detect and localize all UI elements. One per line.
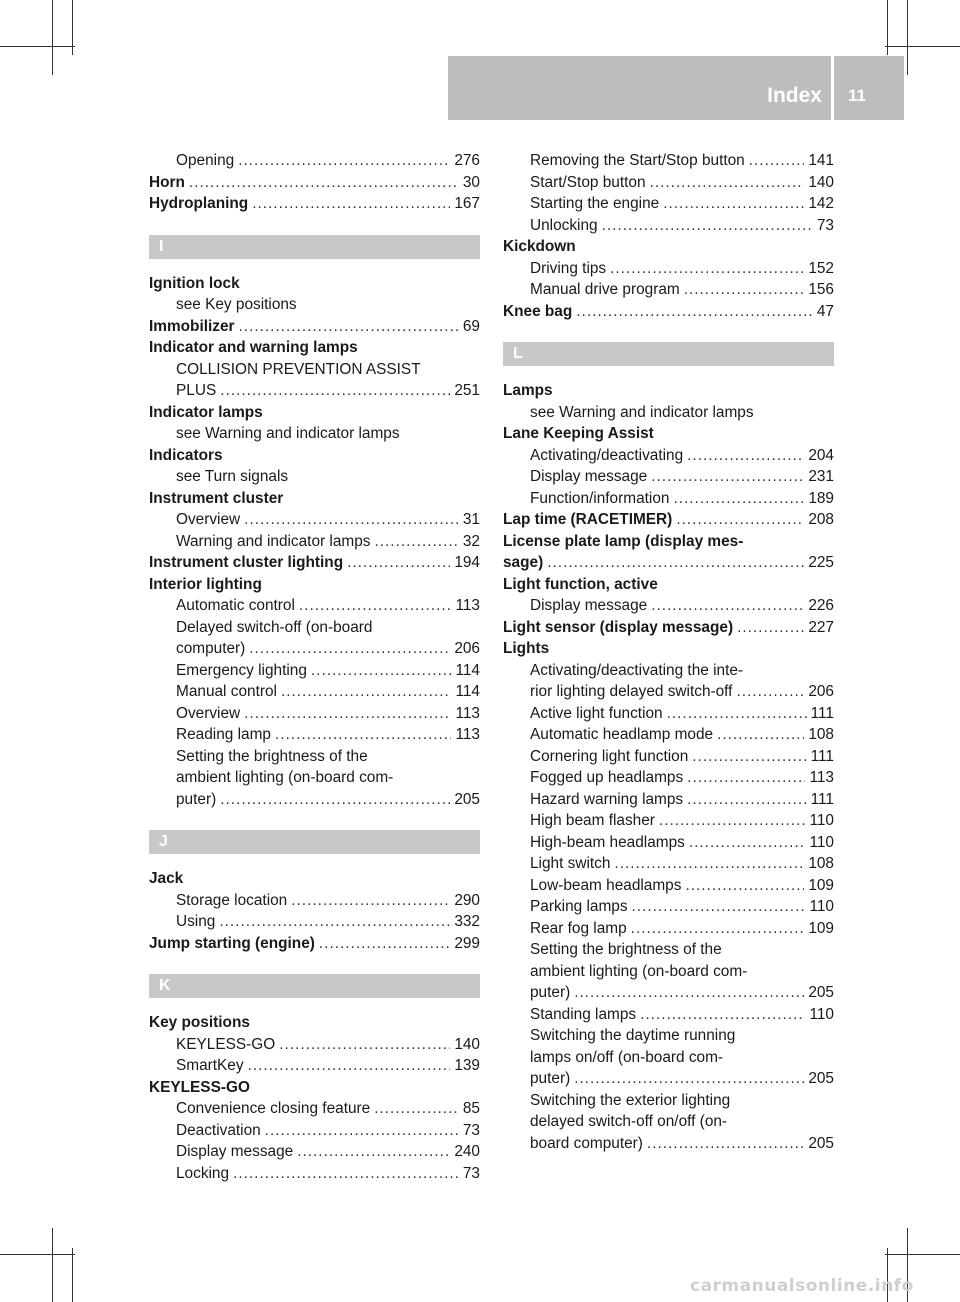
index-subentry — [149, 423, 480, 445]
index-subentry — [503, 724, 834, 746]
index-page-ref[interactable]: 204 — [808, 446, 834, 464]
index-entry-text: ambient lighting (on-board com- — [176, 769, 394, 786]
index-page-ref[interactable]: 110 — [809, 898, 834, 915]
leader-dots — [297, 1141, 450, 1163]
index-page-ref[interactable]: 140 — [454, 1035, 480, 1053]
index-subentry — [503, 258, 834, 280]
header-band — [448, 56, 904, 120]
index-entry-text: Driving tips — [530, 259, 607, 277]
index-subentry — [149, 509, 480, 531]
index-subentry — [149, 150, 480, 172]
index-page-ref[interactable]: 167 — [454, 195, 480, 212]
index-entry — [503, 423, 834, 445]
index-entry-text: Lamps — [503, 382, 553, 399]
index-page-ref[interactable]: 111 — [810, 790, 834, 808]
index-subentry — [503, 660, 834, 682]
index-page-ref[interactable]: 109 — [808, 919, 834, 937]
index-subentry — [503, 215, 834, 237]
index-entry — [149, 868, 480, 890]
index-entry-text: PLUS — [176, 382, 217, 399]
index-subentry — [149, 703, 480, 725]
index-page-ref[interactable]: 31 — [462, 511, 480, 528]
index-page-ref[interactable]: 73 — [816, 216, 834, 234]
leader-dots — [685, 875, 804, 897]
index-entry — [149, 402, 480, 424]
index-subentry — [149, 380, 480, 402]
index-subentry — [149, 1034, 480, 1056]
index-entry-text: Hydroplaning — [149, 195, 249, 212]
index-entry — [503, 552, 834, 574]
index-entry-text: Fogged up headlamps — [530, 769, 684, 786]
index-subentry — [503, 595, 834, 617]
index-subentry — [149, 1120, 480, 1142]
index-subentry — [503, 939, 834, 961]
leader-dots — [233, 1163, 459, 1185]
index-entry-text: Interior lighting — [149, 575, 262, 593]
index-entry-text: Convenience closing feature — [176, 1100, 371, 1117]
leader-dots — [576, 301, 813, 323]
index-entry — [503, 301, 834, 323]
index-entry-text: High beam flasher — [530, 812, 655, 829]
index-entry-text: Lap time (RACETIMER) — [503, 511, 673, 528]
index-subentry — [503, 488, 834, 510]
index-entry — [149, 933, 480, 955]
index-page-ref[interactable]: 227 — [808, 618, 834, 636]
index-entry-text: Start/Stop button — [530, 173, 646, 191]
leader-dots — [651, 466, 804, 488]
leader-dots — [248, 1055, 451, 1077]
index-entry-text: Active light function — [530, 704, 663, 722]
index-column-right — [503, 150, 834, 1154]
index-subentry — [503, 875, 834, 897]
crop-mark — [72, 0, 73, 55]
index-entry-text: sage) — [503, 554, 544, 571]
index-entry-text: Activating/deactivating — [530, 446, 684, 464]
index-subentry — [503, 918, 834, 940]
index-page-ref[interactable]: 276 — [454, 152, 480, 169]
index-entry — [503, 236, 834, 258]
index-page-ref[interactable]: 108 — [808, 726, 834, 743]
index-entry-text: Parking lamps — [530, 898, 628, 915]
leader-dots — [374, 1098, 459, 1120]
index-page-ref[interactable]: 226 — [808, 597, 834, 614]
section-title: Index — [767, 84, 822, 107]
index-entry-text: Cornering light function — [530, 747, 689, 765]
index-entry-text: Switching the daytime running — [530, 1027, 736, 1044]
index-page-ref[interactable]: 139 — [454, 1057, 480, 1074]
index-page-ref[interactable]: 110 — [809, 812, 834, 829]
index-page-ref[interactable]: 205 — [808, 1134, 834, 1152]
index-subentry — [503, 445, 834, 467]
index-page-ref[interactable]: 69 — [462, 317, 480, 335]
index-entry-text: Light function, active — [503, 575, 658, 593]
index-entry-text: Removing the Start/Stop button — [530, 152, 745, 169]
index-subentry — [149, 1163, 480, 1185]
index-entry-text: puter) — [530, 1070, 571, 1087]
index-entry-text: Indicator lamps — [149, 403, 263, 421]
index-page-ref[interactable]: 206 — [454, 640, 480, 657]
leader-dots — [281, 681, 452, 703]
index-entry-text: computer) — [176, 640, 246, 657]
index-entry — [503, 509, 834, 531]
index-page-ref[interactable]: 114 — [455, 683, 480, 700]
crop-mark — [885, 46, 960, 47]
leader-dots — [265, 1120, 459, 1142]
index-subentry — [149, 681, 480, 703]
index-subentry — [149, 1098, 480, 1120]
watermark: carmanualsonline.info — [690, 1276, 914, 1296]
index-page-ref[interactable]: 111 — [810, 704, 834, 722]
index-entry-text: Manual control — [176, 683, 277, 700]
index-entry-text: Opening — [176, 152, 235, 169]
index-subentry — [503, 982, 834, 1004]
index-subentry — [503, 193, 834, 215]
index-entry-text: Key positions — [149, 1014, 250, 1031]
index-entry-text: Starting the engine — [530, 195, 660, 212]
index-page-ref[interactable]: 152 — [808, 259, 834, 277]
index-entry-text: Knee bag — [503, 302, 573, 320]
index-page-ref[interactable]: 225 — [808, 554, 834, 571]
index-letter-header: I — [149, 235, 480, 259]
index-page-ref[interactable]: 205 — [454, 790, 480, 808]
leader-dots — [279, 1034, 450, 1056]
index-entry-text: Emergency lighting — [176, 661, 307, 679]
index-entry-text: see Warning and indicator lamps — [176, 425, 400, 442]
index-entry-text: Unlocking — [530, 216, 598, 234]
leader-dots — [299, 595, 452, 617]
index-subentry — [149, 617, 480, 639]
index-entry-text: Warning and indicator lamps — [176, 532, 371, 550]
leader-dots — [667, 703, 807, 725]
index-entry-text: COLLISION PREVENTION ASSIST — [176, 360, 421, 378]
index-entry — [149, 316, 480, 338]
index-page-ref[interactable]: 206 — [808, 683, 834, 700]
index-entry-text: Jump starting (engine) — [149, 934, 315, 952]
index-entry-text: Horn — [149, 173, 185, 191]
leader-dots — [189, 172, 459, 194]
crop-mark — [907, 0, 908, 75]
index-entry — [503, 617, 834, 639]
index-letter-header: L — [503, 342, 834, 366]
index-page-ref[interactable]: 231 — [808, 468, 834, 485]
leader-dots — [736, 681, 804, 703]
index-subentry — [503, 150, 834, 172]
index-page-ref[interactable]: 32 — [462, 532, 480, 550]
index-entry-text: Function/information — [530, 489, 670, 507]
leader-dots — [631, 918, 805, 940]
index-page-ref[interactable]: 113 — [455, 704, 480, 722]
index-entry-text: Activating/deactivating the inte- — [530, 661, 744, 679]
leader-dots — [684, 279, 805, 301]
index-subentry — [149, 638, 480, 660]
index-subentry — [503, 832, 834, 854]
index-subentry — [503, 746, 834, 768]
index-subentry — [503, 1004, 834, 1026]
crop-mark — [885, 1254, 960, 1255]
index-entry-text: Overview — [176, 511, 241, 528]
index-entry — [149, 1077, 480, 1099]
index-page-ref[interactable]: 142 — [808, 195, 834, 212]
leader-dots — [220, 789, 450, 811]
leader-dots — [574, 982, 804, 1004]
index-page-ref[interactable]: 113 — [809, 769, 834, 786]
index-entry-text: board computer) — [530, 1134, 643, 1152]
index-page-ref[interactable]: 109 — [808, 876, 834, 894]
leader-dots — [689, 832, 806, 854]
index-column-left — [149, 150, 480, 1184]
leader-dots — [651, 595, 804, 617]
index-entry-text: see Turn signals — [176, 468, 289, 485]
index-entry-text: Delayed switch-off (on-board — [176, 618, 373, 636]
index-entry-text: Light switch — [530, 855, 611, 872]
index-entry-text: rior lighting delayed switch-off — [530, 683, 733, 700]
index-page-ref[interactable]: 73 — [462, 1121, 480, 1139]
index-entry-text: Light sensor (display message) — [503, 618, 734, 636]
index-entry-text: Using — [176, 913, 216, 930]
leader-dots — [659, 810, 806, 832]
index-entry-text: lamps on/off (on-board com- — [530, 1048, 724, 1066]
index-entry-text: Automatic control — [176, 597, 295, 614]
index-subentry — [149, 531, 480, 553]
index-entry — [149, 488, 480, 510]
index-subentry — [503, 466, 834, 488]
index-entry-text: Hazard warning lamps — [530, 790, 684, 808]
index-subentry — [503, 767, 834, 789]
index-entry-text: Indicators — [149, 446, 223, 464]
leader-dots — [717, 724, 804, 746]
index-letter-header: J — [149, 830, 480, 854]
index-page-ref[interactable]: 156 — [808, 281, 834, 298]
leader-dots — [650, 172, 805, 194]
page-number: 11 — [848, 86, 866, 105]
index-entry — [503, 380, 834, 402]
leader-dots — [602, 215, 813, 237]
index-page-ref[interactable]: 189 — [808, 489, 834, 507]
leader-dots — [687, 445, 804, 467]
index-entry — [503, 574, 834, 596]
index-subentry — [149, 595, 480, 617]
crop-mark — [52, 0, 53, 75]
leader-dots — [632, 896, 806, 918]
index-entry-text: Rear fog lamp — [530, 919, 627, 937]
crop-mark — [0, 1254, 75, 1255]
index-entry-text: Indicator and warning lamps — [149, 339, 358, 356]
index-entry-text: Instrument cluster — [149, 489, 284, 507]
index-page-ref[interactable]: 110 — [809, 833, 834, 851]
index-entry-text: Manual drive program — [530, 281, 680, 298]
index-subentry — [503, 1025, 834, 1047]
index-subentry — [503, 1090, 834, 1112]
leader-dots — [749, 150, 805, 172]
index-letter-header: K — [149, 974, 480, 998]
leader-dots — [614, 853, 804, 875]
leader-dots — [610, 258, 804, 280]
index-entry-text: puter) — [530, 984, 571, 1001]
index-subentry — [149, 359, 480, 381]
index-page-ref[interactable]: 205 — [808, 1070, 834, 1087]
index-page-ref[interactable]: 108 — [808, 855, 834, 872]
index-entry-text: Setting the brightness of the — [176, 747, 368, 765]
index-entry-text: Reading lamp — [176, 726, 271, 743]
index-page-ref[interactable]: 290 — [454, 891, 480, 909]
index-page-ref[interactable]: 114 — [455, 661, 480, 679]
index-entry-text: ambient lighting (on-board com- — [530, 962, 748, 980]
index-entry-text: Deactivation — [176, 1121, 261, 1139]
leader-dots — [249, 638, 450, 660]
index-page-ref[interactable]: 47 — [816, 302, 834, 320]
crop-mark — [0, 46, 75, 47]
index-page-ref[interactable]: 194 — [454, 554, 480, 571]
leader-dots — [547, 552, 804, 574]
leader-dots — [239, 316, 459, 338]
crop-mark — [72, 1248, 73, 1302]
leader-dots — [737, 617, 804, 639]
index-entry-text: Ignition lock — [149, 274, 240, 292]
index-page-ref[interactable]: 113 — [455, 726, 480, 743]
leader-dots — [692, 746, 806, 768]
index-subentry — [503, 703, 834, 725]
index-entry-text: Overview — [176, 704, 241, 722]
index-page-ref[interactable]: 113 — [455, 597, 480, 614]
index-entry-text: Lane Keeping Assist — [503, 425, 654, 442]
leader-dots — [244, 509, 459, 531]
index-entry-text: Display message — [530, 597, 648, 614]
index-entry-text: Jack — [149, 870, 184, 887]
index-subentry — [149, 294, 480, 316]
index-subentry — [149, 789, 480, 811]
index-subentry — [503, 681, 834, 703]
index-entry-text: Display message — [530, 468, 648, 485]
index-subentry — [149, 1055, 480, 1077]
index-entry — [149, 337, 480, 359]
index-subentry — [503, 402, 834, 424]
index-subentry — [503, 1068, 834, 1090]
index-page-ref[interactable]: 208 — [808, 511, 834, 528]
leader-dots — [275, 724, 451, 746]
index-entry-text: Instrument cluster lighting — [149, 554, 344, 571]
index-page-ref[interactable]: 299 — [454, 934, 480, 952]
leader-dots — [311, 660, 452, 682]
index-entry-text: Lights — [503, 640, 550, 657]
leader-dots — [663, 193, 804, 215]
index-entry-text: see Warning and indicator lamps — [530, 403, 754, 421]
index-entry-text: puter) — [176, 790, 217, 808]
index-entry-text: Display message — [176, 1143, 294, 1160]
leader-dots — [347, 552, 450, 574]
index-entry-text: License plate lamp (display mes- — [503, 532, 744, 550]
index-subentry — [503, 810, 834, 832]
leader-dots — [244, 703, 451, 725]
index-entry — [149, 552, 480, 574]
index-subentry — [149, 890, 480, 912]
index-subentry — [149, 767, 480, 789]
index-entry — [149, 273, 480, 295]
index-subentry — [503, 961, 834, 983]
index-entry-text: SmartKey — [176, 1057, 244, 1074]
index-entry — [149, 574, 480, 596]
index-page-ref[interactable]: 141 — [808, 152, 834, 169]
leader-dots — [574, 1068, 804, 1090]
index-entry — [149, 445, 480, 467]
index-page-ref[interactable]: 251 — [454, 382, 480, 399]
index-entry-text: Switching the exterior lighting — [530, 1091, 731, 1109]
index-subentry — [149, 746, 480, 768]
index-page-ref[interactable]: 30 — [462, 173, 480, 191]
index-page-ref[interactable]: 73 — [462, 1164, 480, 1182]
index-subentry — [149, 1141, 480, 1163]
leader-dots — [252, 193, 450, 215]
index-entry-text: KEYLESS-GO — [149, 1078, 250, 1096]
index-entry-text: Standing lamps — [530, 1005, 637, 1023]
leader-dots — [676, 509, 804, 531]
index-entry — [149, 1012, 480, 1034]
index-subentry — [149, 660, 480, 682]
crop-mark — [887, 0, 888, 55]
leader-dots — [673, 488, 804, 510]
index-entry-text: Locking — [176, 1164, 230, 1182]
crop-mark — [52, 1228, 53, 1302]
index-page-ref[interactable]: 85 — [462, 1100, 480, 1117]
index-subentry — [503, 853, 834, 875]
index-entry-text: delayed switch-off on/off (on- — [530, 1113, 728, 1130]
header-divider — [831, 56, 834, 120]
leader-dots — [319, 933, 450, 955]
index-entry-text: High-beam headlamps — [530, 833, 685, 851]
index-entry-text: Storage location — [176, 891, 288, 909]
index-subentry — [503, 789, 834, 811]
index-page-ref[interactable]: 205 — [808, 984, 834, 1001]
index-entry-text: Kickdown — [503, 238, 576, 255]
index-subentry — [149, 911, 480, 933]
index-page-ref[interactable]: 240 — [454, 1143, 480, 1160]
index-entry — [503, 531, 834, 553]
index-entry-text: see Key positions — [176, 296, 297, 313]
index-subentry — [503, 1133, 834, 1155]
index-entry-text: Setting the brightness of the — [530, 941, 722, 958]
leader-dots — [687, 789, 806, 811]
index-entry — [149, 172, 480, 194]
index-subentry — [503, 1111, 834, 1133]
index-entry — [503, 638, 834, 660]
index-subentry — [503, 896, 834, 918]
index-subentry — [503, 279, 834, 301]
index-entry — [149, 193, 480, 215]
leader-dots — [220, 380, 450, 402]
index-entry-text: Low-beam headlamps — [530, 876, 682, 894]
index-subentry — [149, 466, 480, 488]
index-entry-text: Immobilizer — [149, 317, 235, 335]
index-entry-text: KEYLESS-GO — [176, 1035, 276, 1053]
leader-dots — [687, 767, 805, 789]
leader-dots — [374, 531, 458, 553]
leader-dots — [219, 911, 450, 933]
leader-dots — [291, 890, 450, 912]
index-subentry — [149, 724, 480, 746]
leader-dots — [640, 1004, 805, 1026]
index-entry-text: Automatic headlamp mode — [530, 726, 714, 743]
index-page-ref[interactable]: 332 — [454, 913, 480, 930]
index-page-ref[interactable]: 140 — [808, 173, 834, 191]
leader-dots — [238, 150, 450, 172]
leader-dots — [647, 1133, 804, 1155]
index-page-ref[interactable]: 111 — [810, 747, 834, 765]
index-page-ref[interactable]: 110 — [809, 1005, 834, 1023]
index-subentry — [503, 172, 834, 194]
index-subentry — [503, 1047, 834, 1069]
